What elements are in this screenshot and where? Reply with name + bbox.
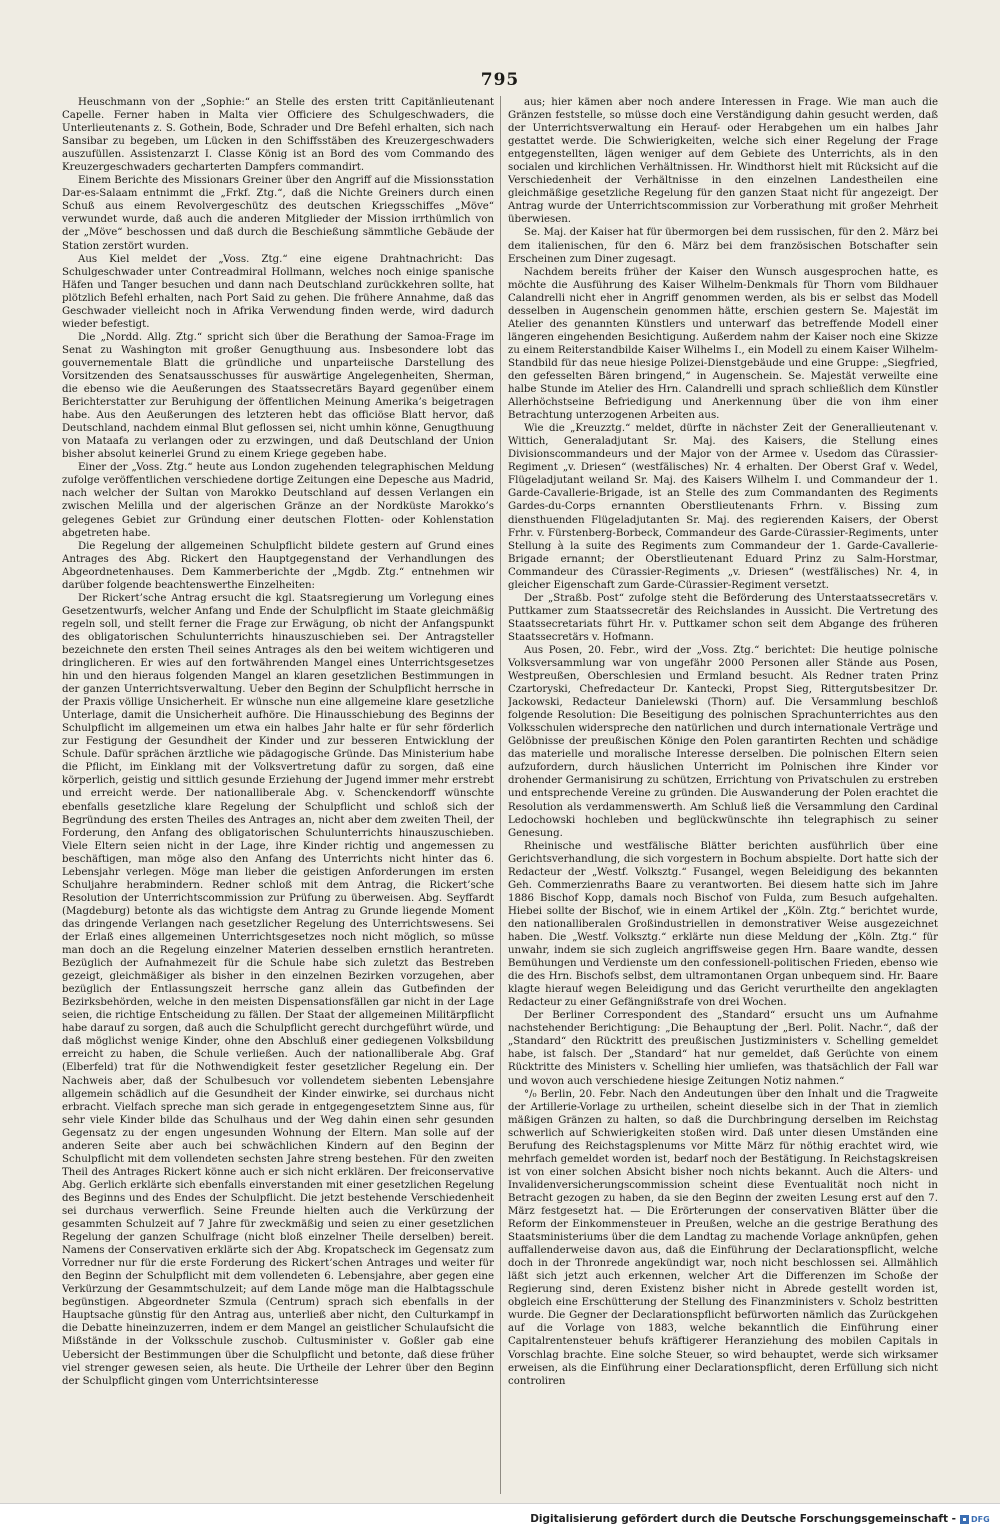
dfg-logo-text: DFG (971, 1514, 990, 1524)
footer-credit: Digitalisierung gefördert durch die Deutsche Forschungsgemeinschaft - (530, 1513, 956, 1525)
page-number: 795 (480, 70, 520, 90)
dfg-logo-icon (960, 1515, 969, 1524)
right-column (508, 96, 938, 1491)
article-paragraph: aus; hier kämen aber noch andere Interessen in Frage. Wie man auch die Gränzen feststelle, so müsse doch eine Verständigung dahin gesucht werden, daß der Unterrichtsverwaltung ein Herauf- oder Herabgehen um ein halbes Jahr gestattet werde. Die Schwierigkeiten, welche sich einer Regelung der Frage entgegenstellten, lägen weniger auf dem Gebiete des Unterrichts, als in den socialen und kirchlichen Verhältnissen. Hr. Windthorst hielt mit Rücksicht auf die Verschiedenheit der Verhältnisse in den einzelnen Landestheilen eine gleichmäßige gesetzliche Regelung für den ganzen Staat nicht für angezeigt. Der Antrag wurde der Unterrichtscommission zur Vorberathung mit großer Mehrheit überwiesen. (508, 97, 938, 226)
article-paragraph: Rheinische und westfälische Blätter berichten ausführlich über eine Gerichtsverhandlung, die sich vorgestern in Bochum abspielte. Dort hatte sich der Redacteur der „Westf. Volksztg.“ Fusangel, wegen Beleidigung des bekannten Geh. Commerzienraths Baare zu verantworten. Bei diesem hatte sich im Jahre 1886 Bischof Kopp, damals noch Bischof von Fulda, zum Besuch aufgehalten. Hiebei sollte der Bischof, wie in einem Artikel der „Köln. Ztg.“ berichtet wurde, den nationalliberalen Großindustriellen in demonstrativer Weise ausgezeichnet haben. Die „Westf. Volksztg.“ erklärte nun diese Meldung der „Köln. Ztg.“ für unwahr, indem sie sich zugleich angriffsweise gegen Hrn. Baare wandte, dessen Bemühungen und Verdienste um den confessionell-politischen Frieden, ebenso wie die des Hrn. Bischofs selbst, dem ultramontanen Organ unbequem sind. Hr. Baare klagte hierauf wegen Beleidigung und das Gericht verurtheilte den angeklagten Redacteur zu einer Gefängnißstrafe von drei Wochen. (508, 840, 938, 1009)
article-paragraph: Nachdem bereits früher der Kaiser den Wunsch ausgesprochen hatte, es möchte die Ausführung des Kaiser Wilhelm-Denkmals für Thorn vom Bildhauer Calandrelli nicht eher in Angriff genommen werden, als bis er selbst das Modell desselben in Augenschein genommen hätte, erschien gestern Se. Majestät im Atelier des genannten Künstlers und unterwarf das betreffende Modell einer längeren eingehenden Besichtigung. Außerdem nahm der Kaiser noch eine Skizze zu einem Reiterstandbilde Kaiser Wilhelms I., ein Modell zu einem Kaiser Wilhelm-Standbild für das neue hiesige Polizei-Dienstgebäude und eine Gruppe: „Siegfried, den gefesselten Bären bringend,“ in Augenschein. Se. Majestät verweilte eine halbe Stunde im Atelier des Hrn. Calandrelli und sprach schließlich dem Künstler Allerhöchstseine Befriedigung und Anerkennung über die von ihm einer Betrachtung unterzogenen Arbeiten aus. (508, 266, 938, 422)
article-paragraph: Heuschmann von der „Sophie:“ an Stelle des ersten tritt Capitänlieutenant Capelle. Ferner haben in Malta vier Officiere des Schulgeschwaders, die Unterlieutenants z. S. Gothein, Bode, Schrader und Dre Befehl erhalten, sich nach Sansibar zu begeben, um Lücken in den Schiffsstäben des Kreuzergeschwaders auszufüllen. Assistenzarzt I. Classe König ist an Bord des vom Commando des Kreuzergeschwaders gecharterten Dampfers commandirt. (62, 97, 494, 174)
article-paragraph: °/₀ Berlin, 20. Febr. Nach den Andeutungen über den Inhalt und die Tragweite der Artillerie-Vorlage zu urtheilen, scheint dieselbe sich in der That in ziemlich mäßigen Gränzen zu halten, so daß die Durchbringung derselben im Reichstag schwerlich auf Schwierigkeiten stoßen wird. Daß unter diesen Umständen eine Berufung des Reichstagsplenums vor Mitte März für nöthig erachtet wird, wie mehrfach gemeldet worden ist, bedarf noch der Bestätigung. In Reichstagskreisen ist von einer solchen Absicht bisher noch nichts bekannt. Auch die Alters- und Invalidenversicherungscommission scheint diese Eventualität noch nicht in Betracht gezogen zu haben, da sie den Beginn der zweiten Lesung erst auf den 7. März festgesetzt hat. — Die Erörterungen der conservativen Blätter über die Reform der Einkommensteuer in Preußen, welche an die gestrige Berathung des Staatsministeriums über die dem Landtag zu machende Vorlage anknüpfen, gehen auffallenderweise davon aus, daß die Einführung der Declarationspflicht, welche doch in der Thronrede angekündigt war, noch nicht beschlossen sei. Allmählich läßt sich jetzt auch erkennen, welcher Art die Differenzen im Schoße der Regierung sind, deren Existenz bisher nicht in Abrede gestellt worden ist, obgleich eine Erschütterung der Stellung des Finanzministers v. Scholz bestritten wurde. Die Gegner der Declarationspflicht befürworten nämlich das Zurückgehen auf die Vorlage von 1883, welche bekanntlich die Einführung einer Capitalrentensteuer behufs kräftigerer Heranziehung des mobilen Capitals in Vorschlag brachte. Eine solche Steuer, so wird behauptet, werde sich wirksamer erweisen, als die Einführung einer Declarationspflicht, deren Erfüllung sich nicht controliren (508, 1088, 938, 1387)
column-divider (500, 96, 501, 1494)
article-paragraph: Der „Straßb. Post“ zufolge steht die Beförderung des Unterstaatssecretärs v. Puttkamer zum Staatssecretär des Reichslandes in Aussicht. Die Vertretung des Staatssecretariats führt Hr. v. Puttkamer schon seit dem Abgange des früheren Staatssecretärs v. Hofmann. (508, 592, 938, 643)
article-paragraph: Der Berliner Correspondent des „Standard“ ersucht uns um Aufnahme nachstehender Berichtigung: „Die Behauptung der „Berl. Polit. Nachr.“, daß der „Standard“ den Rücktritt des preußischen Justizministers v. Schelling gemeldet habe, ist falsch. Der „Standard“ hat nur gemeldet, daß Gerüchte von einem Rücktritte des Ministers v. Schelling hier umliefen, was thatsächlich der Fall war und wovon auch verschiedene hiesige Zeitungen Notiz nahmen.“ (508, 1010, 938, 1087)
article-paragraph: Wie die „Kreuzztg.“ meldet, dürfte in nächster Zeit der Generallieutenant v. Wittich, Generaladjutant Sr. Maj. des Kaisers, die Stellung eines Divisionscommandeurs und der Major von der Armee v. Usedom das Cürassier-Regiment „v. Driesen“ (westfälisches) Nr. 4 erhalten. Der Oberst Graf v. Wedel, Flügeladjutant weiland Sr. Maj. des Kaisers Wilhelm I. und Commandeur der 1. Garde-Cavallerie-Brigade, ist an Stelle des zum Commandanten des Regiments Gardes-du-Corps ernannten Oberstlieutenants Frhrn. v. Bissing zum diensthuenden Flügeladjutanten Sr. Maj. des regierenden Kaisers, der Oberst Frhr. v. Fürstenberg-Borbeck, Commandeur des Garde-Cürassier-Regiments, unter Stellung à la suite des Regiments zum Commandeur der 1. Garde-Cavallerie-Brigade ernannt; der Oberstlieutenant Eduard Prinz zu Salm-Horstmar, Commandeur des Cürassier-Regiments „v. Driesen“ (westfälisches) Nr. 4, in gleicher Eigenschaft zum Garde-Cürassier-Regiment versetzt. (508, 423, 938, 591)
left-column (62, 96, 494, 1491)
article-paragraph: Die Regelung der allgemeinen Schulpflicht bildete gestern auf Grund eines Antrages des Abg. Rickert den Hauptgegenstand der Verhandlungen des Abgeordnetenhauses. Dem Kammerberichte der „Mgdb. Ztg.“ entnehmen wir darüber folgende beachtenswerthe Einzelheiten: (62, 540, 494, 591)
article-paragraph: Einer der „Voss. Ztg.“ heute aus London zugehenden telegraphischen Meldung zufolge veröffentlichen verschiedene dortige Zeitungen eine Depesche aus Madrid, nach welcher der Sultan von Marokko Deutschland auf dessen Verlangen ein zwischen Melilla und der algerischen Gränze an der Nordküste Marokko’s gelegenes Gebiet zur Gründung einer deutschen Flotten- oder Kohlenstation abgetreten habe. (62, 462, 494, 539)
article-paragraph: Aus Posen, 20. Febr., wird der „Voss. Ztg.“ berichtet: Die heutige polnische Volksversammlung war von ungefähr 2000 Personen aller Stände aus Posen, Westpreußen, Oberschlesien und Ermland besucht. Als Redner traten Prinz Czartoryski, Chefredacteur Dr. Kantecki, Propst Sieg, Rittergutsbesitzer Dr. Jackowski, Redacteur Danielewski (Thorn) auf. Die Versammlung beschloß folgende Resolution: Die Beseitigung des polnischen Sprachunterrichtes aus den Volksschulen widerspreche den natürlichen und durch internationale Verträge und Gelöbnisse der preußischen Könige den Polen garantirten Rechten und schädige das materielle und moralische Interesse derselben. Die polnischen Eltern seien aufzufordern, durch häuslichen Unterricht im Polnischen ihre Kinder vor drohender Germanisirung zu schützen, Errichtung von Privatschulen zu erstreben und entsprechende Vereine zu gründen. Die Auswanderung der Polen erachtet die Resolution als verdammenswerth. Am Schluß ließ die Versammlung den Cardinal Ledochowski hochleben und beglückwünschte ihn telegraphisch zu seiner Genesung. (508, 644, 938, 839)
article-paragraph: Die „Nordd. Allg. Ztg.“ spricht sich über die Berathung der Samoa-Frage im Senat zu Washington mit großer Genugthuung aus. Insbesondere lobt das gouvernementale Blatt die gründliche und unparteiische Darstellung des Vorsitzenden des Senatsausschusses für auswärtige Angelegenheiten, Sherman, die ebenso wie die Aeußerungen des Staatssecretärs Bayard gegenüber einem Berichterstatter zur Beruhigung der öffentlichen Meinung Amerika’s beigetragen habe. Aus den Aeußerungen des letzteren hebt das officiöse Blatt hervor, daß Deutschland, nachdem einmal Blut geflossen sei, nicht umhin könne, Genugthuung von Mataafa zu verlangen oder zu erzwingen, und daß Deutschland der Union bisher absolut keinerlei Grund zu einem Kriege gegeben habe. (62, 331, 494, 461)
article-paragraph: Der Rickert’sche Antrag ersucht die kgl. Staatsregierung um Vorlegung eines Gesetzentwurfs, welcher Anfang und Ende der Schulpflicht im Staate gleichmäßig regeln soll, und stellt ferner die Frage zur Erwägung, ob nicht der Anfangspunkt des obligatorischen Schulunterrichts hinauszuschieben sei. Der Antragsteller bezeichnete den ersten Theil seines Antrages als den bei weitem wichtigeren und dringlicheren. Er wies auf den fortwährenden Mangel eines Unterrichtsgesetzes hin und den hieraus folgenden Mangel an klaren gesetzlichen Bestimmungen in der ganzen Unterrichtsverwaltung. Ueber den Beginn der Schulpflicht herrsche in der Praxis völlige Unsicherheit. Er wünsche nun eine allgemeine klare gesetzliche Unterlage, damit die Unsicherheit aufhöre. Die Hinausschiebung des Beginns der Schulpflicht im allgemeinen um etwa ein halbes Jahr halte er für sehr förderlich zur Festigung der Gesundheit der Kinder und zur besseren Entwicklung der Schule. Dafür sprächen ärztliche wie pädagogische Gründe. Das Ministerium habe die Pflicht, im Einklang mit der Volksvertretung dafür zu sorgen, daß eine körperlich, geistig und sittlich gesunde Erziehung der Jugend immer mehr erstrebt und erreicht werde. Der nationalliberale Abg. v. Schenckendorff wünschte ebenfalls gesetzliche klare Regelung der Schulpflicht und schloß sich der Begründung des ersten Theiles des Antrages an, nicht aber dem zweiten Theil, der Forderung, den Anfang des obligatorischen Schulunterrichts hinauszuschieben. Viele Eltern seien nicht in der Lage, ihre Kinder richtig und angemessen zu beschäftigen, man möge also den Anfang des Unterrichts nicht hinter das 6. Lebensjahr verlegen. Möge man lieber die geistigen Anforderungen im ersten Schuljahre herabmindern. Redner schloß mit dem Antrag, die Rickert’sche Resolution der Unterrichtscommission zur Prüfung zu überweisen. Abg. Seyffardt (Magdeburg) betonte als das wichtigste dem Antrag zu Grunde liegende Moment das dringende Verlangen nach gesetzlicher Regelung des Unterrichtswesens. Sei der Erlaß eines allgemeinen Unterrichtsgesetzes noch nicht möglich, so müsse man doch an die Regelung einzelner Materien desselben ernstlich herantreten. Bezüglich der Aufnahmezeit für die Schule habe sich zuletzt das Bestreben gezeigt, gleichmäßiger als bisher in den einzelnen Bezirken vorzugehen, aber bezüglich der Entlassungszeit herrsche ganz allein das Gutbefinden der Bezirksbehörden, welche in den meisten Dispensationsfällen gar nicht in der Lage seien, die richtige Entscheidung zu fällen. Der Staat der allgemeinen Militärpflicht habe darauf zu sorgen, daß auch die Schulpflicht gerecht durchgeführt würde, und daß möglichst wenige Kinder, ohne den Abschluß einer gediegenen Volksbildung erreicht zu haben, die Schule verließen. Auch der nationalliberale Abg. Graf (Elberfeld) trat für die Nothwendigkeit fester gesetzlicher Regelung ein. Der Nachweis aber, daß der Schulbesuch vor vollendetem siebenten Lebensjahre allgemein schädlich auf die Gesundheit der Kinder einwirke, sei durchaus nicht erbracht. Vielfach spreche man sich gerade in entgegengesetztem Sinne aus, für sehr viele Kinder bilde das Schulhaus und der Weg dahin einen sehr gesunden Gegensatz zu der engen ungesunden Wohnung der Eltern. Man solle auf der anderen Seite aber auch bei schwächlichen Kindern auf den Beginn der Schulpflicht mit dem vollendeten sechsten Jahre streng bestehen. Für den zweiten Theil des Antrages Rickert könne auch er sich nicht erklären. Der freiconservative Abg. Gerlich erklärte sich ebenfalls einverstanden mit einer gesetzlichen Regelung des Beginns und des Endes der Schulpflicht. Die jetzt bestehende Verschiedenheit sei durchaus verwerflich. Seine Freunde hielten auch die Verkürzung der gesammten Schulzeit auf 7 Jahre für zweckmäßig und seien zu einer gesetzlichen Regelung der ganzen Schulfrage (nicht bloß einzelner Theile derselben) bereit. Namens der Conservativen erklärte sich der Abg. Kropatscheck im Gegensatz zum Vorredner nur für die erste Forderung des Rickert’schen Antrages und weiter für den Beginn der Schulpflicht mit dem vollendeten 6. Lebensjahre, aber gegen eine Verkürzung der Gesammtschulzeit; auf dem Lande möge man die Halbtagsschule begünstigen. Abgeordneter Szmula (Centrum) sprach sich ebenfalls in der Hauptsache günstig für den Antrag aus, unterließ aber nicht, den Culturkampf in die Debatte hineinzuzerren, indem er dem Mangel an geistlicher Schulaufsicht die Mißstände in der Volksschule zuschob. Cultusminister v. Goßler gab eine Uebersicht der Bestimmungen über die Schulpflicht und betonte, daß diese früher viel strenger gewesen seien, als heute. Die Urtheile der Lehrer über den Beginn der Schulpflicht gingen vom Unterrichtsinteresse (62, 592, 494, 1387)
dfg-logo (960, 1512, 994, 1526)
article-paragraph: Einem Berichte des Missionars Greiner über den Angriff auf die Missionsstation Dar-es-Salaam entnimmt die „Frkf. Ztg.“, daß die Nichte Greiners durch einen Schuß aus einem Revolvergeschütz des deutschen Kriegsschiffes „Möve“ verwundet wurde, daß auch die anderen Mitglieder der Mission irrthümlich von der „Möve“ beschossen und daß durch die Beschießung sämmtliche Gebäude der Station zerstört wurden. (62, 175, 494, 252)
article-paragraph: Aus Kiel meldet der „Voss. Ztg.“ eine eigene Drahtnachricht: Das Schulgeschwader unter Contreadmiral Hollmann, welches noch einige spanische Häfen und Tanger besuchen und dann nach Deutschland zurückkehren sollte, hat plötzlich Befehl erhalten, nach Port Said zu gehen. Die frühere Annahme, daß das Geschwader vielleicht noch in Afrika Verwendung finden werde, wird dadurch wieder befestigt. (62, 253, 494, 330)
article-paragraph: Se. Maj. der Kaiser hat für übermorgen bei dem russischen, für den 2. März bei dem italienischen, für den 6. März bei dem französischen Botschafter sein Erscheinen zum Diner zugesagt. (508, 227, 938, 265)
footer-bar (0, 1503, 1000, 1535)
